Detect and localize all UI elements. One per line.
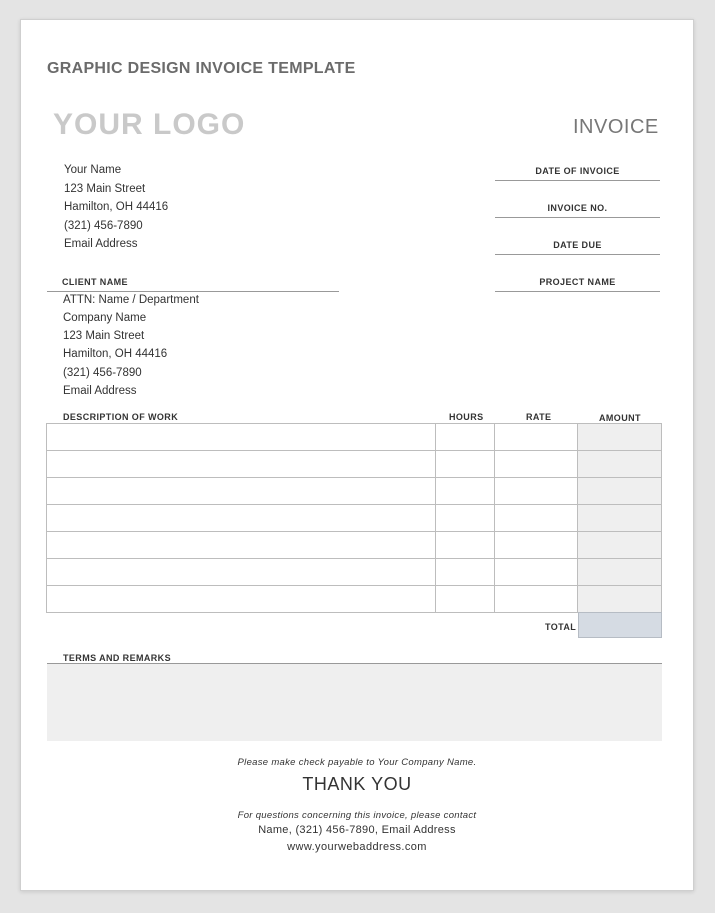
client-city[interactable]: Hamilton, OH 44416 bbox=[63, 348, 168, 360]
hours-cell[interactable] bbox=[435, 559, 494, 586]
hours-cell[interactable] bbox=[435, 478, 494, 505]
rate-cell[interactable] bbox=[494, 424, 577, 451]
payable-note: Please make check payable to Your Company Name. bbox=[237, 757, 477, 768]
terms-heading-row bbox=[47, 653, 662, 664]
terms-heading: TERMS AND REMARKS bbox=[63, 653, 171, 663]
hours-cell[interactable] bbox=[435, 532, 494, 559]
date-of-invoice-field[interactable]: DATE OF INVOICE bbox=[495, 166, 660, 181]
amount-cell[interactable] bbox=[577, 478, 661, 505]
col-header-description: DESCRIPTION OF WORK bbox=[63, 412, 179, 422]
client-name-label: CLIENT NAME bbox=[62, 277, 128, 287]
description-cell[interactable] bbox=[47, 478, 436, 505]
table-row bbox=[47, 478, 662, 505]
project-name-field[interactable]: PROJECT NAME bbox=[495, 277, 660, 292]
amount-cell[interactable] bbox=[577, 532, 661, 559]
rate-cell[interactable] bbox=[494, 505, 577, 532]
rate-cell[interactable] bbox=[494, 451, 577, 478]
rate-cell[interactable] bbox=[494, 559, 577, 586]
date-due-field[interactable]: DATE DUE bbox=[495, 240, 660, 255]
client-company[interactable]: Company Name bbox=[63, 312, 147, 324]
description-cell[interactable] bbox=[47, 559, 436, 586]
amount-cell[interactable] bbox=[577, 424, 661, 451]
document-title: GRAPHIC DESIGN INVOICE TEMPLATE bbox=[47, 60, 356, 77]
hours-cell[interactable] bbox=[435, 424, 494, 451]
table-row bbox=[47, 424, 662, 451]
rate-cell[interactable] bbox=[494, 478, 577, 505]
client-email[interactable]: Email Address bbox=[63, 385, 137, 397]
amount-cell[interactable] bbox=[577, 451, 661, 478]
client-attn[interactable]: ATTN: Name / Department bbox=[63, 294, 199, 306]
description-cell[interactable] bbox=[47, 451, 436, 478]
amount-cell[interactable] bbox=[577, 505, 661, 532]
sender-phone[interactable]: (321) 456-7890 bbox=[64, 220, 143, 232]
questions-note: For questions concerning this invoice, please contact bbox=[237, 810, 477, 821]
hours-cell[interactable] bbox=[435, 586, 494, 613]
rate-cell[interactable] bbox=[494, 532, 577, 559]
contact-line: Name, (321) 456-7890, Email Address bbox=[258, 824, 456, 836]
hours-cell[interactable] bbox=[435, 505, 494, 532]
terms-remarks-field[interactable] bbox=[47, 664, 662, 741]
hours-cell[interactable] bbox=[435, 451, 494, 478]
total-amount-cell[interactable] bbox=[578, 612, 662, 638]
thank-you-text: THANK YOU bbox=[302, 774, 412, 794]
table-row bbox=[47, 451, 662, 478]
line-items-body bbox=[47, 424, 662, 613]
total-label: TOTAL bbox=[545, 622, 577, 632]
invoice-number-field[interactable]: INVOICE NO. bbox=[495, 203, 660, 218]
description-cell[interactable] bbox=[47, 505, 436, 532]
invoice-page bbox=[20, 19, 694, 891]
client-street[interactable]: 123 Main Street bbox=[63, 330, 145, 342]
rate-cell[interactable] bbox=[494, 586, 577, 613]
logo-placeholder: YOUR LOGO bbox=[53, 108, 246, 141]
table-row bbox=[47, 559, 662, 586]
col-header-rate: RATE bbox=[526, 412, 552, 422]
table-row bbox=[47, 586, 662, 613]
sender-name[interactable]: Your Name bbox=[64, 164, 122, 176]
line-items-table bbox=[46, 423, 662, 613]
description-cell[interactable] bbox=[47, 424, 436, 451]
sender-city[interactable]: Hamilton, OH 44416 bbox=[64, 201, 169, 213]
col-header-hours: HOURS bbox=[449, 412, 484, 422]
amount-cell[interactable] bbox=[577, 559, 661, 586]
table-row bbox=[47, 532, 662, 559]
table-row bbox=[47, 505, 662, 532]
invoice-heading: INVOICE bbox=[573, 116, 659, 138]
col-header-amount: AMOUNT bbox=[599, 413, 641, 423]
client-name-field[interactable] bbox=[47, 277, 339, 292]
amount-cell[interactable] bbox=[577, 586, 661, 613]
description-cell[interactable] bbox=[47, 532, 436, 559]
sender-email[interactable]: Email Address bbox=[64, 238, 138, 250]
description-cell[interactable] bbox=[47, 586, 436, 613]
client-phone[interactable]: (321) 456-7890 bbox=[63, 367, 142, 379]
sender-street[interactable]: 123 Main Street bbox=[64, 183, 146, 195]
website-line: www.yourwebaddress.com bbox=[287, 841, 427, 853]
